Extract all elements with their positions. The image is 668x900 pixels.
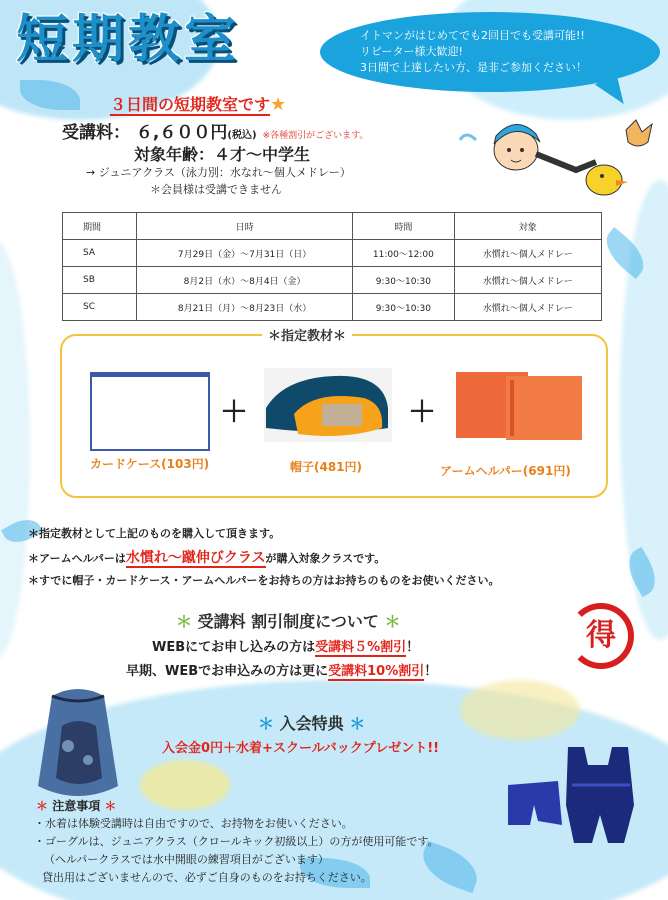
background-splash [0, 240, 30, 660]
table-cell: SA [63, 240, 137, 267]
material-note: ＊指定教材として上記のものを購入して頂きます。 [28, 527, 281, 540]
caution-line: （ヘルパークラスでは水中開眼の練習項目がございます） [44, 853, 329, 866]
background-splash [140, 760, 230, 810]
bubble-line: リピーター様大歓迎! [360, 45, 463, 58]
junior-class-note: → ジュニアクラス（泳力別：水なれ～個人メドレー） [86, 166, 351, 179]
speech-bubble [320, 12, 660, 92]
card-case-image [90, 372, 210, 451]
star-icon: ＊ [104, 799, 117, 813]
table-cell: 水慣れ～個人メドレー [454, 240, 602, 267]
note-highlight: 水慣れ～蹴伸びクラス [125, 550, 266, 566]
swimmer-illustration [456, 110, 656, 200]
price-value: ６,６００円 [135, 123, 228, 143]
background-splash [460, 680, 580, 740]
caution-title [36, 797, 116, 814]
price-tax: (税込) [227, 130, 257, 141]
bubble-text [360, 28, 640, 76]
swim-cap-image [264, 368, 392, 442]
target-age: 対象年齢：４才～中学生 [134, 145, 311, 164]
page-title: 短期教室 [16, 10, 241, 70]
column-header: 対象 [454, 213, 602, 240]
discount-text: 早期、WEBでお申込みの方は更に [126, 664, 329, 679]
table-cell: SB [63, 267, 137, 294]
arm-helper-note [28, 547, 385, 567]
toku-badge: 得 [568, 603, 634, 669]
column-header: 日時 [137, 213, 353, 240]
benefit-line: 入会金0円＋水着+スクールバックプレゼント!! [162, 741, 440, 756]
table-row [63, 267, 602, 294]
table-header-row [63, 213, 602, 240]
table-cell: 8月2日（水）～8月4日（金） [137, 267, 353, 294]
course-heading [110, 92, 286, 115]
table-cell: 9:30～10:30 [353, 267, 454, 294]
member-note: ＊会員様は受講できません [150, 183, 282, 196]
bubble-line: 3日間で上達したい方、是非ご参加ください！ [360, 61, 587, 74]
discount-highlight: 受講料５%割引 [315, 640, 407, 655]
table-cell: 8月21日（月）～8月23日（水） [137, 294, 353, 321]
swim-cap-label: 帽子(481円) [290, 460, 363, 474]
arm-helper-label: アームヘルパー(691円) [440, 464, 571, 478]
column-header: 期間 [63, 213, 137, 240]
note-text: ＊アームヘルパーは [28, 552, 126, 565]
table-cell: 7月29日（金）～7月31日（日） [137, 240, 353, 267]
web-discount-line [152, 636, 419, 655]
table-row [63, 294, 602, 321]
discount-title-text: 受講料 割引制度について [197, 612, 379, 631]
star-icon: ＊ [36, 799, 49, 813]
price-note: ※各種割引がございます。 [262, 131, 369, 141]
arm-helper-image [456, 372, 584, 442]
column-header: 時間 [353, 213, 454, 240]
course-heading-text: ３日間の短期教室です [110, 95, 271, 114]
card-case-label: カードケース(103円) [90, 457, 210, 471]
early-discount-line [126, 660, 437, 679]
caution-line: ・水着は体験受講時は自由ですので、お持物をお使いください。 [34, 817, 353, 830]
star-icon: ＊ [384, 612, 401, 631]
discount-text: ！ [406, 640, 420, 655]
school-bag-image [22, 686, 134, 806]
swimsuit-image [508, 745, 658, 845]
plus-sign: ＋ [408, 395, 437, 428]
bubble-line: イトマンがはじめてでも2回目でも受講可能!! [360, 29, 585, 42]
plus-sign: ＋ [220, 395, 249, 428]
table-cell: 水慣れ～個人メドレー [454, 267, 602, 294]
price-label: 受講料： [62, 123, 130, 143]
discount-text: ！ [424, 664, 438, 679]
note-text: が購入対象クラスです。 [265, 552, 386, 565]
price-line [62, 118, 368, 143]
materials-title: ＊指定教材＊ [262, 325, 352, 344]
table-cell: SC [63, 294, 137, 321]
star-icon: ＊ [258, 714, 275, 733]
caution-title-text: 注意事項 [52, 799, 101, 813]
schedule-table [62, 212, 602, 321]
benefit-title-text: 入会特典 [279, 714, 344, 733]
star-icon: ★ [270, 94, 287, 115]
caution-line: ・ゴーグルは、ジュニアクラス（クロールキック初級以上）の方が使用可能です。 [34, 835, 439, 848]
discount-highlight: 受講料10%割引 [328, 664, 425, 679]
table-cell: 9:30～10:30 [353, 294, 454, 321]
star-icon: ＊ [349, 714, 366, 733]
caution-line: 貸出用はございませんので、必ずご自身のものをお持ちください。 [42, 871, 372, 884]
table-cell: 11:00～12:00 [353, 240, 454, 267]
existing-items-note: ＊すでに帽子・カードケース・アームヘルパーをお持ちの方はお持ちのものをお使いください。 [28, 574, 500, 587]
benefit-title [258, 711, 365, 734]
discount-title [176, 609, 400, 632]
table-cell: 水慣れ～個人メドレー [454, 294, 602, 321]
discount-text: WEBにてお申し込みの方は [152, 640, 316, 655]
table-row [63, 240, 602, 267]
star-icon: ＊ [176, 612, 193, 631]
